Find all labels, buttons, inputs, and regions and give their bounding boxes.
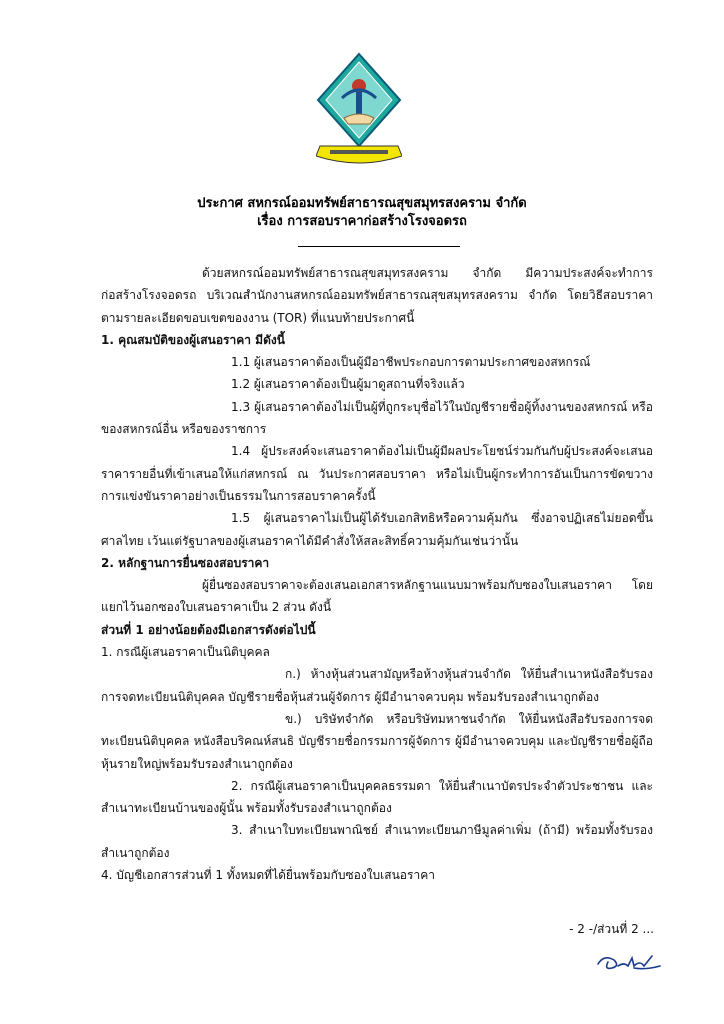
intro-paragraph: ด้วยสหกรณ์ออมทรัพย์สาธารณสุขสมุทรสงคราม จำกัด มีความประสงค์จะทำการก่อสร้างโรงจอดรถ บริเวณสำนักงานสหกรณ์ออมทรัพย์สาธารณสุขสมุทรสงคราม จำกัด โดยวิธีสอบราคาตามรายละเอียดขอบเขตของงาน (TOR) ที่แนบท้ายประกาศนี้ <box>101 266 653 325</box>
page-continuation: - 2 -/ส่วนที่ 2 ... <box>569 922 654 936</box>
part1-heading: ส่วนที่ 1 อย่างน้อยต้องมีเอกสารดังต่อไปนี้ <box>101 622 316 637</box>
cooperative-logo <box>316 52 402 170</box>
title-divider <box>298 246 460 247</box>
list-item: 1.5 ผู้เสนอราคาไม่เป็นผู้ได้รับเอกสิทธิหรือความคุ้มกัน ซึ่งอาจปฏิเสธไม่ยอดขึ้นศาลไทย เว้นแต่รัฐบาลของผู้เสนอราคาได้มีคำสั่งให้สละสิทธิ์ความคุ้มกันเช่นว่านั้น <box>101 511 653 548</box>
section1-heading: 1. คุณสมบัติของผู้เสนอราคา มีดังนี้ <box>101 332 285 347</box>
list-item: ก.) ห้างหุ้นส่วนสามัญหรือห้างหุ้นส่วนจำกัด ให้ยื่นสำเนาหนังสือรับรองการจดทะเบียนนิติบุคคล บัญชีรายชื่อหุ้นส่วนผู้จัดการ ผู้มีอำนาจควบคุม พร้อมรับรองสำเนาถูกต้อง <box>101 667 653 704</box>
list-item: 2. กรณีผู้เสนอราคาเป็นบุคคลธรรมดา ให้ยื่นสำเนาบัตรประจำตัวประชาชน และสำเนาทะเบียนบ้านของผู้นั้น พร้อมทั้งรับรองสำเนาถูกต้อง <box>101 778 653 816</box>
announcement-title: ประกาศ สหกรณ์ออมทรัพย์สาธารณสุขสมุทรสงคราม จำกัด <box>197 196 527 211</box>
list-item: 1. กรณีผู้เสนอราคาเป็นนิติบุคคล <box>101 645 270 660</box>
section2-heading: 2. หลักฐานการยื่นซองสอบราคา <box>101 555 270 570</box>
announcement-subject: เรื่อง การสอบราคาก่อสร้างโรงจอดรถ <box>257 214 467 229</box>
signature-mark <box>594 948 664 974</box>
list-item: 1.1 ผู้เสนอราคาต้องเป็นผู้มีอาชีพประกอบการตามประกาศของสหกรณ์ <box>231 355 591 370</box>
list-item: ข.) บริษัทจำกัด หรือบริษัทมหาชนจำกัด ให้ยื่นหนังสือรับรองการจดทะเบียนนิติบุคคล หนังสือบริคณห์สนธิ บัญชีรายชื่อกรรมการผู้จัดการ ผู้มีอำนาจควบคุม และบัญชีรายชื่อผู้ถือหุ้นรายใหญ่พร้อมรับรองสำเนาถูกต้อง <box>101 711 653 771</box>
document-body <box>101 262 653 886</box>
list-item: 1.3 ผู้เสนอราคาต้องไม่เป็นผู้ที่ถูกระบุชื่อไว้ในบัญชีรายชื่อผู้ทิ้งงานของสหกรณ์ หรือของสหกรณ์อื่น หรือของราชการ <box>101 399 653 437</box>
section2-intro: ผู้ยื่นซองสอบราคาจะต้องเสนอเอกสารหลักฐานแนบมาพร้อมกับซองใบเสนอราคา โดยแยกไว้นอกซองใบเสนอราคาเป็น 2 ส่วน ดังนี้ <box>101 578 653 615</box>
list-item: 1.2 ผู้เสนอราคาต้องเป็นผู้มาดูสถานที่จริงแล้ว <box>231 377 465 392</box>
list-item: 3. สำเนาใบทะเบียนพาณิชย์ สำเนาทะเบียนภาษีมูลค่าเพิ่ม (ถ้ามี) พร้อมทั้งรับรองสำเนาถูกต้อง <box>101 823 653 860</box>
list-item: 1.4 ผู้ประสงค์จะเสนอราคาต้องไม่เป็นผู้มีผลประโยชน์ร่วมกันกับผู้ประสงค์จะเสนอราคารายอื่นที่เข้าเสนอให้แก่สหกรณ์ ณ วันประกาศสอบราคา หรือไม่เป็นผู้กระทำการอันเป็นการขัดขวางการแข่งขันราคาอย่างเป็นธรรมในการสอบราคาครั้งนี้ <box>101 444 653 503</box>
list-item: 4. บัญชีเอกสารส่วนที่ 1 ทั้งหมดที่ได้ยื่นพร้อมกับซองใบเสนอราคา <box>101 868 435 883</box>
